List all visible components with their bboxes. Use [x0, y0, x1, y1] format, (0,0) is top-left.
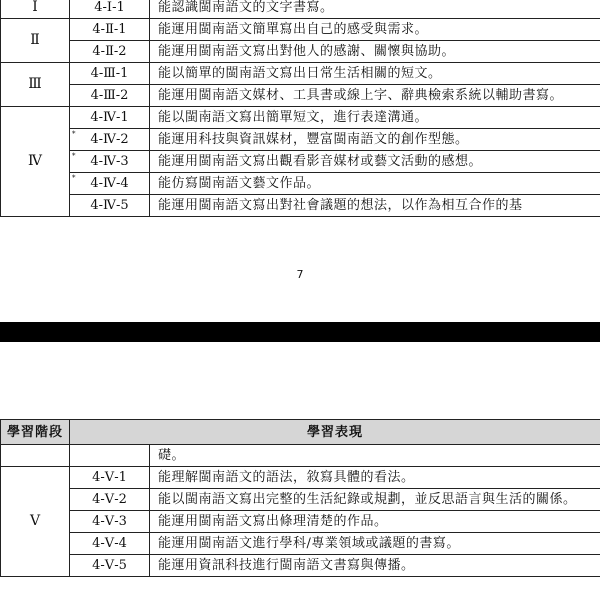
indicator-text: 能運用閩南語文進行學科/專業領域或議題的書寫。 — [150, 533, 600, 555]
table-row — [1, 85, 600, 107]
asterisk-mark: * — [72, 152, 76, 160]
indicator-code-cell — [70, 173, 150, 195]
indicator-text: 能以簡單的閩南語文寫出日常生活相關的短文。 — [150, 63, 600, 85]
performance-table-page-8 — [0, 419, 600, 577]
indicator-text: 能以閩南語文寫出完整的生活紀錄或規劃，並反思語言與生活的關係。 — [150, 489, 600, 511]
indicator-code: 4-Ⅳ-3 — [90, 154, 129, 169]
continuation-text: 礎。 — [150, 445, 600, 467]
indicator-code: 4-Ⅲ-1 — [70, 63, 150, 85]
table-row — [1, 489, 600, 511]
empty-cell — [70, 445, 150, 467]
indicator-text: 能運用閩南語文寫出條理清楚的作品。 — [150, 511, 600, 533]
table-row — [1, 173, 600, 195]
indicator-text: 能運用閩南語文簡單寫出自己的感受與需求。 — [150, 19, 600, 41]
table-row — [1, 533, 600, 555]
table-row — [1, 19, 600, 41]
table-row — [1, 151, 600, 173]
indicator-code: 4-Ⅳ-1 — [70, 107, 150, 129]
indicator-text: 能運用閩南語文媒材、工具書或線上字、辭典檢索系統以輔助書寫。 — [150, 85, 600, 107]
indicator-code: 4-Ⅴ-3 — [70, 511, 150, 533]
table-row — [1, 0, 600, 19]
indicator-code: 4-Ⅴ-5 — [70, 555, 150, 577]
table-row — [1, 41, 600, 63]
indicator-text: 能運用資訊科技進行閩南語文書寫與傳播。 — [150, 555, 600, 577]
table-header-row — [1, 420, 600, 445]
table-row — [1, 63, 600, 85]
indicator-code: 4-Ⅲ-2 — [70, 85, 150, 107]
stage-label: Ⅲ — [1, 63, 70, 107]
table-row — [1, 129, 600, 151]
indicator-text: 能仿寫閩南語文藝文作品。 — [150, 173, 600, 195]
stage-label: Ⅳ — [1, 107, 70, 217]
indicator-code: 4-Ⅴ-4 — [70, 533, 150, 555]
indicator-code: 4-Ⅰ-1 — [70, 0, 150, 19]
indicator-text: 能運用科技與資訊媒材，豐富閩南語文的創作型態。 — [150, 129, 600, 151]
indicator-code: 4-Ⅴ-1 — [70, 467, 150, 489]
empty-cell — [1, 445, 70, 467]
table-row — [1, 445, 600, 467]
indicator-code-cell — [70, 129, 150, 151]
header-performance: 學習表現 — [70, 420, 600, 445]
page-separator — [0, 322, 600, 342]
performance-table-page-7 — [0, 0, 600, 217]
indicator-text: 能運用閩南語文寫出對他人的感謝、關懷與協助。 — [150, 41, 600, 63]
table-row — [1, 107, 600, 129]
indicator-code: 4-Ⅱ-1 — [70, 19, 150, 41]
indicator-text: 能理解閩南語文的語法，敘寫具體的看法。 — [150, 467, 600, 489]
page-number: 7 — [296, 268, 304, 281]
indicator-code: 4-Ⅳ-2 — [90, 132, 129, 147]
table-row — [1, 195, 600, 217]
indicator-text: 能運用閩南語文寫出對社會議題的想法，以作為相互合作的基 — [150, 195, 600, 217]
table-row — [1, 467, 600, 489]
stage-label: Ⅱ — [1, 19, 70, 63]
indicator-code: 4-Ⅴ-2 — [70, 489, 150, 511]
table-row — [1, 555, 600, 577]
indicator-text: 能以閩南語文寫出簡單短文，進行表達溝通。 — [150, 107, 600, 129]
indicator-code-cell — [70, 151, 150, 173]
indicator-code: 4-Ⅳ-5 — [70, 195, 150, 217]
stage-label: V — [1, 467, 70, 577]
stage-label: I — [1, 0, 70, 19]
asterisk-mark: * — [72, 130, 76, 138]
table-row — [1, 511, 600, 533]
indicator-text: 能認識閩南語文的文字書寫。 — [150, 0, 600, 19]
indicator-text: 能運用閩南語文寫出觀看影音媒材或藝文活動的感想。 — [150, 151, 600, 173]
indicator-code: 4-Ⅱ-2 — [70, 41, 150, 63]
indicator-code: 4-Ⅳ-4 — [90, 176, 129, 191]
asterisk-mark: * — [72, 174, 76, 182]
header-stage: 學習階段 — [1, 420, 70, 445]
